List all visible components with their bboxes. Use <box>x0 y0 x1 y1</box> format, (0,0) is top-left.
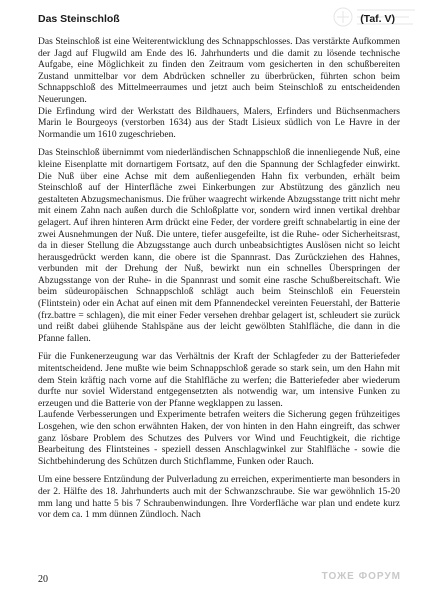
body-text <box>38 37 400 529</box>
paragraph-improvements: Laufende Verbesserungen und Experimente betrafen weiters die Sicherung gegen frühzeitiges Losgehen, wie den schon erwähnten Haken, der von hinten in den Hahn eingreift, das schwer ganz lösbare Problem des Schutzes des Pulvers vor Wind und Feuchtigkeit, die richtige Bearbeitung des Flintsteines - speziell dessen Anschlagwinkel zur Stahlfläche - sowie die Sichtbehinderung des Schützen durch Stichflamme, Funken oder Rauch. <box>38 410 400 467</box>
forum-watermark: ТОЖЕ ФОРУМ <box>321 571 401 582</box>
paragraph-intro: Das Steinschloß ist eine Weiterentwicklung des Schnappschlosses. Das verstärkte Aufkommen der Jagd auf Flugwild am Ende des l6. Jahrhunderts und die damit zu lösende technische Aufgabe, eine Möglichkeit zu finden den Zeitraum vom gesicherten in den schußbereiten Zustand unmittelbar vor dem Abdrücken schneller zu überbrücken, führten schon beim Schnappschloß des Mittelmeerraumes und jetzt auch beim Steinschloß zu entscheidenden Neuerungen. <box>38 37 400 105</box>
paragraph-mechanism: Das Steinschloß übernimmt vom niederländischen Schnappschloß die innenliegende Nuß, eine kleine Eisenplatte mit dornartigem Fortsatz, auf den die Spannung der Schlagfeder einwirkt. Die Nuß über eine Achse mit dem außenliegenden Hahn fix verbunden, erhält beim Steinschloß auf der Hinterfläche zwei Einkerbungen zur Abstützung des gänzlich neu gestalteten Abzugsmechanismus. Die früher waagrecht wirkende Abzugsstange tritt nicht mehr mit einem Zahn nach außen durch die Schloßplatte vor, sondern wird innen vertikal drehbar gelagert. Auf ihren hinteren Arm drückt eine Feder, der vordere greift schnabelartig in eine der zwei Ausnehmungen der Nuß. Die untere, tiefer ausgefeilte, ist die Ruhe- oder Sicherheitsrast, da in dieser Stellung die Abzugsstange auch durch unbeabsichtigtes Auslösen nicht so leicht herausgedrückt werden kann, die obere ist die Spannrast. Das Zurückziehen des Hahnes, verbunden mit der Drehung der Nuß, bewirkt nun ein schnelles Überspringen der Abzugsstange von der Ruhe- in die Spannrast und somit eine rasche Schußbereitschaft. Wie beim südeuropäischen Schnappschloß schlägt auch beim Steinschloß ein Feuerstein (Flintstein) oder ein Achat auf einen mit dem Pfannendeckel vereinten Feuerstahl, der Batterie (frz.battre = schlagen), die mit einer Feder versehen drehbar gelagert ist, schleudert sie zurück und reißt dabei glühende Stahlspäne aus der leicht gewölbten Stahlfläche, die dann in die Pfanne fallen. <box>38 148 400 344</box>
paragraph-spark: Für die Funkenerzeugung war das Verhältnis der Kraft der Schlagfeder zu der Batteriefeder mitentscheidend. Jene mußte wie beim Schnappschloß gerade so stark sein, um den Hahn mit dem Stein kräftig nach vorne auf die Stahlfläche zu werfen; die Batteriefeder aber wiederum durfte nur soviel Widerstand entgegensetzten als notwendig war, um intensive Funken zu erzeugen und die Batterie von der Pfanne wegklappen zu lassen. <box>38 352 400 409</box>
paragraph-breech-plug: Um eine bessere Entzündung der Pulverladung zu erreichen, experimentierte man besonders in der 2. Hälfte des 18. Jahrhunderts auch mit der Schwanzschraube. Sie war gewöhnlich 15-20 mm lang und hatte 5 bis 7 Schraubenwindungen. Ihre Vorderfläche war plan und endete kurz vor dem ca. 1 mm dünnen Zündloch. Nach <box>38 475 400 521</box>
page-header <box>38 13 395 29</box>
page-number: 20 <box>38 574 48 585</box>
paragraph-invention: Die Erfindung wird der Werkstatt des Bildhauers, Malers, Erfinders und Büchsenmachers Marin le Bourgeoys (verstorben 1634) aus der Stadt Lisieux südlich von Le Havre in der Normandie um 1610 zugeschrieben. <box>38 106 400 140</box>
plate-reference: (Taf. V) <box>360 13 395 25</box>
section-title: Das Steinschloß <box>38 13 120 25</box>
